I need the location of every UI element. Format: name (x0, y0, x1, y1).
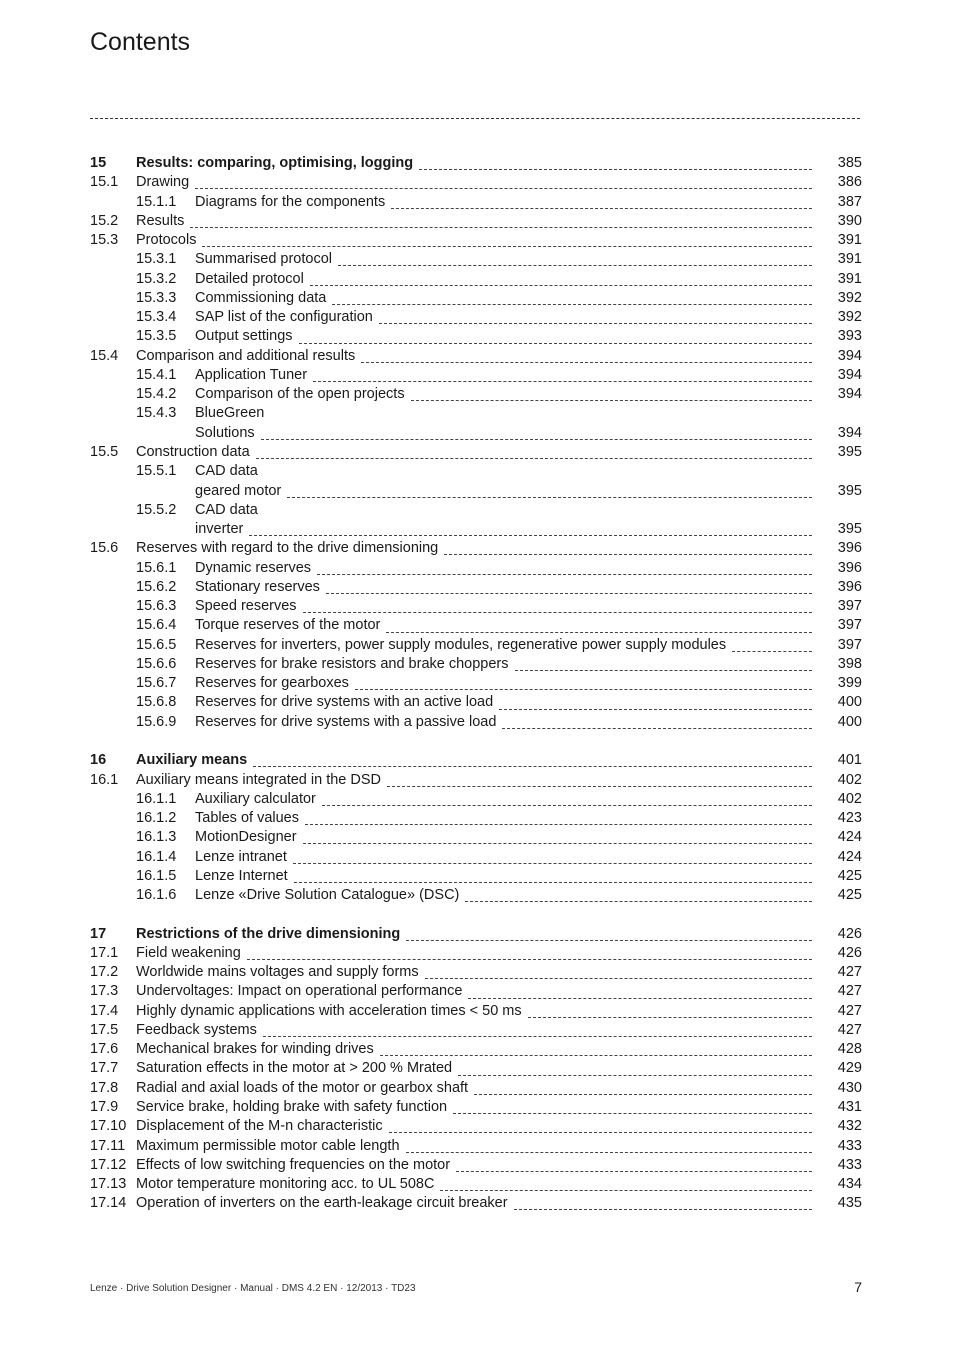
toc-entry-page[interactable]: 392 (837, 289, 862, 306)
toc-entry-number: 15.4 (90, 347, 119, 364)
toc-entry-title[interactable]: Restrictions of the drive dimensioning (136, 925, 401, 942)
toc-entry-page[interactable]: 394 (837, 386, 862, 403)
toc-entry[interactable] (90, 867, 862, 886)
toc-entry-number: 16.1.1 (136, 790, 177, 807)
toc-entry-number: 17 (90, 925, 107, 942)
toc-entry-title[interactable]: Lenze Internet (195, 867, 288, 884)
toc-entry-number: 17.6 (90, 1041, 119, 1058)
toc-dot-leader (406, 1152, 812, 1153)
toc-dot-leader (332, 304, 812, 305)
toc-entry[interactable] (90, 424, 862, 443)
toc-entry-number: 15.3.1 (136, 251, 177, 268)
toc-entry[interactable] (90, 462, 862, 481)
toc-entry-page[interactable]: 391 (837, 232, 862, 249)
toc-entry-number: 16.1.4 (136, 848, 177, 865)
toc-entry-number: 16.1.6 (136, 887, 177, 904)
toc-entry-page[interactable]: 423 (837, 810, 862, 827)
toc-entry-page[interactable]: 426 (837, 925, 862, 942)
toc-entry[interactable] (90, 982, 862, 1001)
toc-entry-title[interactable]: Detailed protocol (195, 270, 304, 287)
toc-entry[interactable] (90, 963, 862, 982)
toc-entry-title[interactable]: Reserves for drive systems with a passive load (195, 713, 497, 730)
toc-entry-title[interactable]: Maximum permissible motor cable length (136, 1137, 400, 1154)
toc-dot-leader (528, 1017, 812, 1018)
toc-entry-number: 15.6.6 (136, 655, 177, 672)
toc-dot-leader (379, 323, 812, 324)
toc-entry[interactable] (90, 539, 862, 558)
toc-entry-title[interactable]: Lenze «Drive Solution Catalogue» (DSC) (195, 887, 460, 904)
toc-dot-leader (303, 843, 812, 844)
section-gap (90, 732, 862, 751)
toc-entry-title[interactable]: MotionDesigner (195, 829, 297, 846)
toc-entry-number: 15.6.2 (136, 578, 177, 595)
toc-entry[interactable] (90, 751, 862, 770)
toc-entry-title[interactable]: Application Tuner (195, 366, 308, 383)
toc-entry-number: 15.5.1 (136, 463, 177, 480)
toc-dot-leader (474, 1094, 812, 1095)
toc-entry[interactable] (90, 1175, 862, 1194)
toc-entry[interactable] (90, 366, 862, 385)
toc-entry[interactable] (90, 616, 862, 635)
toc-dot-leader (202, 246, 812, 247)
toc-entry-title[interactable]: CAD data (195, 501, 258, 518)
toc-dot-leader (310, 285, 812, 286)
toc-entry-page[interactable]: 395 (837, 482, 862, 499)
toc-dot-leader (499, 709, 812, 710)
toc-entry-number: 15.4.1 (136, 366, 177, 383)
toc-entry-title[interactable]: BlueGreen (195, 405, 265, 422)
toc-dot-leader (458, 1075, 812, 1076)
toc-entry[interactable] (90, 347, 862, 366)
toc-entry-number: 15.3.4 (136, 309, 177, 326)
footer-text: Lenze · Drive Solution Designer · Manual · DMS 4.2 EN · 12/2013 · TD23 (90, 1283, 416, 1294)
toc-entry-page[interactable]: 400 (837, 694, 862, 711)
toc-entry-page[interactable]: 392 (837, 309, 862, 326)
toc-entry-title[interactable]: Auxiliary calculator (195, 790, 316, 807)
toc-dot-leader (456, 1171, 812, 1172)
toc-entry-page[interactable]: 395 (837, 443, 862, 460)
toc-entry-number: 17.9 (90, 1099, 119, 1116)
toc-entry[interactable] (90, 886, 862, 905)
toc-dot-leader (247, 959, 812, 960)
toc-dot-leader (514, 1209, 812, 1210)
table-of-contents (90, 154, 862, 1214)
toc-entry-page[interactable]: 426 (837, 944, 862, 961)
toc-entry[interactable] (90, 270, 862, 289)
toc-entry-page[interactable]: 427 (837, 964, 862, 981)
toc-dot-leader (732, 651, 812, 652)
toc-entry-title[interactable]: Summarised protocol (195, 251, 332, 268)
toc-entry-title[interactable]: SAP list of the configuration (195, 309, 373, 326)
toc-entry-number: 17.11 (90, 1137, 126, 1154)
toc-entry-title[interactable]: Lenze intranet (195, 848, 287, 865)
toc-entry-title[interactable]: Comparison of the open projects (195, 386, 405, 403)
toc-dot-leader (465, 901, 812, 902)
toc-entry-title[interactable]: Stationary reserves (195, 578, 320, 595)
toc-entry[interactable] (90, 1156, 862, 1175)
toc-entry-page[interactable]: 398 (837, 655, 862, 672)
page-title: Contents (90, 28, 191, 56)
toc-entry-page[interactable]: 395 (837, 521, 862, 538)
toc-dot-leader (406, 940, 812, 941)
toc-entry[interactable] (90, 809, 862, 828)
toc-entry-page[interactable]: 432 (837, 1118, 862, 1135)
toc-entry-page[interactable]: 427 (837, 1002, 862, 1019)
toc-entry[interactable] (90, 1079, 862, 1098)
toc-entry-page[interactable]: 429 (837, 1060, 862, 1077)
toc-entry[interactable] (90, 713, 862, 732)
toc-dot-leader (425, 978, 812, 979)
toc-entry-title[interactable]: Speed reserves (195, 598, 297, 615)
toc-entry-page[interactable]: 433 (837, 1156, 862, 1173)
toc-entry-number: 15.5 (90, 443, 119, 460)
toc-entry-number: 17.10 (90, 1118, 127, 1135)
toc-entry-title[interactable]: Construction data (136, 443, 250, 460)
toc-entry-number: 16.1.5 (136, 867, 177, 884)
toc-entry[interactable] (90, 327, 862, 346)
toc-dot-leader (326, 593, 812, 594)
toc-entry-title[interactable]: Saturation effects in the motor at > 200 % Mrated (136, 1060, 453, 1077)
toc-entry[interactable] (90, 212, 862, 231)
toc-entry-title[interactable]: Reserves for gearboxes (195, 675, 349, 692)
toc-entry-page[interactable]: 402 (837, 790, 862, 807)
toc-entry[interactable] (90, 771, 862, 790)
toc-entry-number: 16 (90, 752, 107, 769)
toc-entry-page[interactable]: 425 (837, 867, 862, 884)
toc-entry-page[interactable]: 400 (837, 713, 862, 730)
toc-entry-page[interactable]: 393 (837, 328, 862, 345)
toc-dot-leader (355, 689, 812, 690)
toc-dot-leader (322, 805, 812, 806)
toc-dot-leader (249, 535, 812, 536)
toc-dot-leader (305, 824, 812, 825)
toc-entry[interactable] (90, 1021, 862, 1040)
toc-entry[interactable] (90, 1137, 862, 1156)
toc-dot-leader (387, 786, 812, 787)
toc-dot-leader (515, 670, 812, 671)
toc-dot-leader (253, 766, 812, 767)
toc-entry[interactable] (90, 501, 862, 520)
toc-entry-page[interactable]: 431 (837, 1099, 862, 1116)
toc-entry-number: 15.2 (90, 212, 119, 229)
toc-entry[interactable] (90, 1117, 862, 1136)
toc-entry[interactable] (90, 1002, 862, 1021)
toc-dot-leader (380, 1055, 812, 1056)
toc-entry-page[interactable]: 391 (837, 270, 862, 287)
toc-entry-page[interactable]: 425 (837, 887, 862, 904)
toc-dot-leader (389, 1132, 812, 1133)
toc-dot-leader (468, 998, 812, 999)
toc-dot-leader (256, 458, 812, 459)
toc-entry-title[interactable]: Auxiliary means (136, 752, 248, 769)
toc-entry-page[interactable]: 387 (837, 193, 862, 210)
toc-entry-title[interactable]: Commissioning data (195, 289, 327, 306)
toc-entry-title[interactable]: Reserves for brake resistors and brake choppers (195, 655, 509, 672)
toc-entry-title[interactable]: Results: comparing, optimising, logging (136, 155, 414, 171)
toc-entry-page[interactable]: 397 (837, 617, 862, 634)
toc-entry-page[interactable]: 401 (837, 752, 862, 769)
toc-entry[interactable] (90, 559, 862, 578)
toc-dot-leader (313, 381, 812, 382)
footer-page-number: 7 (854, 1279, 862, 1295)
toc-entry-title[interactable]: Reserves for inverters, power supply modules, regenerative power supply modules (195, 636, 727, 653)
toc-entry-title[interactable]: CAD data (195, 463, 258, 480)
toc-entry[interactable] (90, 1040, 862, 1059)
toc-entry-number: 17.13 (90, 1176, 127, 1193)
toc-entry-number: 17.4 (90, 1002, 119, 1019)
toc-entry-title[interactable]: Radial and axial loads of the motor or gearbox shaft (136, 1079, 469, 1096)
toc-entry-page[interactable]: 396 (837, 578, 862, 595)
toc-entry-title[interactable]: Results (136, 212, 185, 229)
toc-dot-leader (419, 169, 812, 170)
toc-entry-number: 15.3.2 (136, 270, 177, 287)
toc-entry-number: 17.5 (90, 1021, 119, 1038)
header-divider (90, 118, 860, 119)
toc-entry[interactable] (90, 385, 862, 404)
toc-entry-number: 15.6 (90, 540, 119, 557)
toc-entry-page[interactable]: 434 (837, 1176, 862, 1193)
toc-entry-page[interactable]: 391 (837, 251, 862, 268)
toc-entry-number: 15.3.3 (136, 289, 177, 306)
toc-entry-title[interactable]: Operation of inverters on the earth-leakage circuit breaker (136, 1195, 508, 1212)
toc-entry-title[interactable]: Output settings (195, 328, 293, 345)
toc-dot-leader (317, 574, 812, 575)
toc-entry-title[interactable]: Motor temperature monitoring acc. to UL 508C (136, 1176, 435, 1193)
toc-dot-leader (287, 497, 812, 498)
toc-entry[interactable] (90, 1098, 862, 1117)
toc-entry-title[interactable]: Tables of values (195, 810, 299, 827)
toc-dot-leader (502, 728, 812, 729)
toc-entry-page[interactable]: 424 (837, 848, 862, 865)
toc-dot-leader (444, 554, 812, 555)
toc-entry[interactable] (90, 289, 862, 308)
toc-entry-number: 15.6.3 (136, 598, 177, 615)
toc-entry-page[interactable]: 385 (837, 155, 862, 171)
toc-entry-title[interactable]: inverter (195, 521, 244, 538)
toc-entry-number: 17.14 (90, 1195, 127, 1212)
toc-entry-title[interactable]: Protocols (136, 232, 197, 249)
toc-entry[interactable] (90, 578, 862, 597)
toc-dot-leader (195, 188, 812, 189)
toc-dot-leader (440, 1190, 812, 1191)
toc-entry-number: 15.1.1 (136, 193, 177, 210)
toc-entry-page[interactable]: 394 (837, 366, 862, 383)
toc-entry-title[interactable]: Drawing (136, 174, 190, 191)
toc-entry-number: 17.1 (90, 944, 119, 961)
toc-entry-title[interactable]: Auxiliary means integrated in the DSD (136, 771, 382, 788)
toc-entry[interactable] (90, 173, 862, 192)
toc-entry-title[interactable]: Mechanical brakes for winding drives (136, 1041, 374, 1058)
toc-dot-leader (391, 208, 812, 209)
toc-entry[interactable] (90, 443, 862, 462)
toc-entry-title[interactable]: Feedback systems (136, 1021, 257, 1038)
toc-entry-number: 17.8 (90, 1079, 119, 1096)
toc-entry-number: 15.3.5 (136, 328, 177, 345)
toc-entry[interactable] (90, 693, 862, 712)
toc-entry-page[interactable]: 430 (837, 1079, 862, 1096)
toc-entry-page[interactable]: 396 (837, 559, 862, 576)
toc-entry-page[interactable]: 386 (837, 174, 862, 191)
toc-entry-number: 15.6.5 (136, 636, 177, 653)
toc-entry[interactable] (90, 828, 862, 847)
toc-dot-leader (190, 227, 812, 228)
toc-entry-title[interactable]: Torque reserves of the motor (195, 617, 381, 634)
toc-entry[interactable] (90, 1194, 862, 1213)
toc-dot-leader (386, 632, 812, 633)
toc-entry[interactable] (90, 944, 862, 963)
toc-entry-title[interactable]: Reserves for drive systems with an active load (195, 694, 494, 711)
toc-entry-page[interactable]: 397 (837, 636, 862, 653)
toc-dot-leader (299, 343, 812, 344)
toc-entry-page[interactable]: 433 (837, 1137, 862, 1154)
toc-entry-number: 16.1.2 (136, 810, 177, 827)
toc-entry-number: 15 (90, 155, 107, 171)
toc-entry-page[interactable]: 390 (837, 212, 862, 229)
toc-entry-title[interactable]: Service brake, holding brake with safety function (136, 1099, 448, 1116)
toc-entry[interactable] (90, 655, 862, 674)
toc-entry-number: 15.6.8 (136, 694, 177, 711)
toc-entry[interactable] (90, 404, 862, 423)
toc-entry[interactable] (90, 308, 862, 327)
toc-dot-leader (361, 362, 812, 363)
toc-dot-leader (453, 1113, 812, 1114)
toc-dot-leader (303, 612, 812, 613)
toc-entry[interactable] (90, 1059, 862, 1078)
toc-entry-page[interactable]: 394 (837, 347, 862, 364)
toc-entry-title[interactable]: Displacement of the M-n characteristic (136, 1118, 383, 1135)
toc-entry[interactable] (90, 790, 862, 809)
toc-entry-title[interactable]: geared motor (195, 482, 282, 499)
toc-entry[interactable] (90, 597, 862, 616)
toc-entry[interactable] (90, 674, 862, 693)
toc-entry-page[interactable]: 427 (837, 1021, 862, 1038)
toc-entry-number: 15.6.4 (136, 617, 177, 634)
toc-entry-page[interactable]: 402 (837, 771, 862, 788)
toc-entry-number: 15.6.9 (136, 713, 177, 730)
toc-entry-title[interactable]: Diagrams for the components (195, 193, 386, 210)
toc-entry-number: 15.6.7 (136, 675, 177, 692)
toc-entry-title[interactable]: Highly dynamic applications with acceleration times < 50 ms (136, 1002, 522, 1019)
toc-entry-number: 17.2 (90, 964, 119, 981)
toc-dot-leader (261, 439, 812, 440)
toc-entry[interactable] (90, 250, 862, 269)
toc-entry-title[interactable]: Comparison and additional results (136, 347, 356, 364)
toc-entry-page[interactable]: 396 (837, 540, 862, 557)
toc-entry-number: 15.1 (90, 174, 119, 191)
toc-entry-number: 16.1.3 (136, 829, 177, 846)
toc-dot-leader (411, 400, 812, 401)
toc-entry-number: 17.12 (90, 1156, 127, 1173)
toc-entry-page[interactable]: 424 (837, 829, 862, 846)
toc-entry-number: 17.3 (90, 983, 119, 1000)
toc-entry-title[interactable]: Field weakening (136, 944, 241, 961)
section-gap (90, 905, 862, 924)
toc-entry-number: 15.3 (90, 232, 119, 249)
toc-entry-number: 15.6.1 (136, 559, 177, 576)
toc-entry-number: 17.7 (90, 1060, 119, 1077)
toc-entry-title[interactable]: Effects of low switching frequencies on the motor (136, 1156, 451, 1173)
toc-entry[interactable] (90, 154, 862, 173)
toc-dot-leader (263, 1036, 812, 1037)
toc-entry[interactable] (90, 193, 862, 212)
toc-entry[interactable] (90, 636, 862, 655)
toc-entry-page[interactable]: 427 (837, 983, 862, 1000)
toc-entry-page[interactable]: 394 (837, 424, 862, 441)
toc-entry-title[interactable]: Undervoltages: Impact on operational performance (136, 983, 463, 1000)
toc-entry-number: 16.1 (90, 771, 119, 788)
toc-entry-page[interactable]: 397 (837, 598, 862, 615)
toc-entry-number: 15.4.2 (136, 386, 177, 403)
toc-entry[interactable] (90, 231, 862, 250)
toc-dot-leader (338, 265, 812, 266)
toc-entry-page[interactable]: 428 (837, 1041, 862, 1058)
toc-entry-title[interactable]: Reserves with regard to the drive dimensioning (136, 540, 439, 557)
toc-entry-page[interactable]: 399 (837, 675, 862, 692)
toc-entry[interactable] (90, 925, 862, 944)
toc-entry[interactable] (90, 848, 862, 867)
toc-entry[interactable] (90, 482, 862, 501)
toc-entry[interactable] (90, 520, 862, 539)
toc-entry-number: 15.4.3 (136, 405, 177, 422)
toc-entry-page[interactable]: 435 (837, 1195, 862, 1212)
toc-dot-leader (294, 882, 812, 883)
toc-entry-number: 15.5.2 (136, 501, 177, 518)
toc-entry-title[interactable]: Worldwide mains voltages and supply forms (136, 964, 419, 981)
toc-dot-leader (293, 863, 812, 864)
toc-entry-title[interactable]: Solutions (195, 424, 255, 441)
toc-entry-title[interactable]: Dynamic reserves (195, 559, 312, 576)
